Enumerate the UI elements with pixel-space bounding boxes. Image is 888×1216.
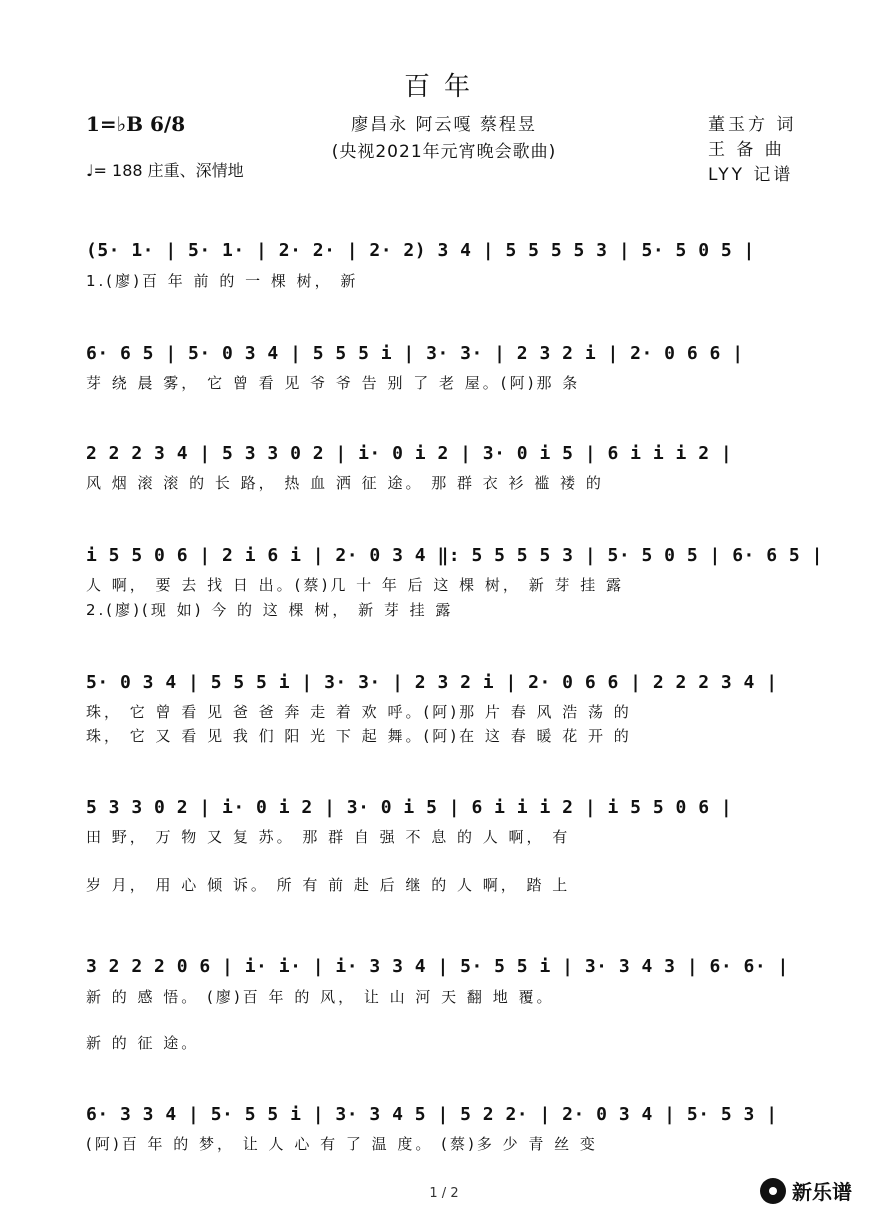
notation-line-2: 6· 6 5 | 5· 0 3 4 | 5 5 5 i | 3· 3· | 2 3 2 i | 2· 0 6 6 |: [86, 343, 744, 364]
lyrics-line-7b: 新 的 征 途。: [86, 1034, 200, 1052]
lyrics-line-6a: 田 野， 万 物 又 复 苏。 那 群 自 强 不 息 的 人 啊， 有: [86, 828, 571, 846]
notation-line-6: 5 3 3 0 2 | i· 0 i 2 | 3· 0 i 5 | 6 i i i 2 | i 5 5 0 6 |: [86, 797, 733, 818]
page-title: 百年: [403, 72, 484, 102]
occasion: (央视2021年元宵晚会歌曲): [331, 142, 557, 162]
key-signature: 1=♭B 6/8: [86, 112, 186, 136]
lyrics-line-2: 芽 绕 晨 雾， 它 曾 看 见 爷 爷 告 别 了 老 屋。(阿)那 条: [86, 374, 581, 392]
disc-icon: [760, 1178, 786, 1204]
singers: 廖昌永 阿云嘎 蔡程昱: [351, 115, 537, 135]
watermark-text: 新乐谱: [792, 1180, 852, 1204]
lyrics-line-3: 风 烟 滚 滚 的 长 路， 热 血 洒 征 途。 那 群 衣 衫 褴 褛 的: [86, 474, 604, 492]
lyrics-line-6b: 岁 月， 用 心 倾 诉。 所 有 前 赴 后 继 的 人 啊， 踏 上: [86, 876, 571, 894]
page-number: 1 / 2: [429, 1186, 459, 1201]
lyrics-line-4a: 人 啊， 要 去 找 日 出。(蔡)几 十 年 后 这 棵 树， 新 芽 挂 露: [86, 576, 624, 594]
lyrics-line-4b: 2.(廖)(现 如) 今 的 这 棵 树， 新 芽 挂 露: [86, 601, 454, 619]
notation-line-8: 6· 3 3 4 | 5· 5 5 i | 3· 3 4 5 | 5 2 2· | 2· 0 3 4 | 5· 5 3 |: [86, 1104, 778, 1125]
transcriber: LYY 记谱: [708, 165, 794, 185]
watermark-logo: [760, 1176, 852, 1205]
tempo-marking: ♩= 188 庄重、深情地: [86, 161, 244, 180]
lyrics-line-5a: 珠， 它 曾 看 见 爸 爸 奔 走 着 欢 呼。(阿)那 片 春 风 浩 荡 的: [86, 703, 632, 721]
lyrics-line-8: (阿)百 年 的 梦， 让 人 心 有 了 温 度。 (蔡)多 少 青 丝 变: [86, 1135, 598, 1153]
notation-line-1: (5· 1· | 5· 1· | 2· 2· | 2· 2) 3 4 | 5 5 5 5 3 | 5· 5 0 5 |: [86, 240, 755, 261]
composer: 王 备 曲: [708, 140, 785, 160]
notation-line-3: 2 2 2 3 4 | 5 3 3 0 2 | i· 0 i 2 | 3· 0 i 5 | 6 i i i 2 |: [86, 443, 733, 464]
lyrics-line-1: 1.(廖)百 年 前 的 一 棵 树， 新: [86, 272, 359, 290]
notation-line-5: 5· 0 3 4 | 5 5 5 i | 3· 3· | 2 3 2 i | 2· 0 6 6 | 2 2 2 3 4 |: [86, 672, 778, 693]
notation-line-4: i 5 5 0 6 | 2 i 6 i | 2· 0 3 4 ‖: 5 5 5 5 3 | 5· 5 0 5 | 6· 6 5 |: [86, 545, 823, 566]
lyricist: 董玉方 词: [708, 115, 797, 135]
lyrics-line-7a: 新 的 感 悟。 (廖)百 年 的 风， 让 山 河 天 翻 地 覆。: [86, 988, 555, 1006]
notation-line-7: 3 2 2 2 0 6 | i· i· | i· 3 3 4 | 5· 5 5 i | 3· 3 4 3 | 6· 6· |: [86, 956, 789, 977]
lyrics-line-5b: 珠， 它 又 看 见 我 们 阳 光 下 起 舞。(阿)在 这 春 暖 花 开 的: [86, 727, 632, 745]
